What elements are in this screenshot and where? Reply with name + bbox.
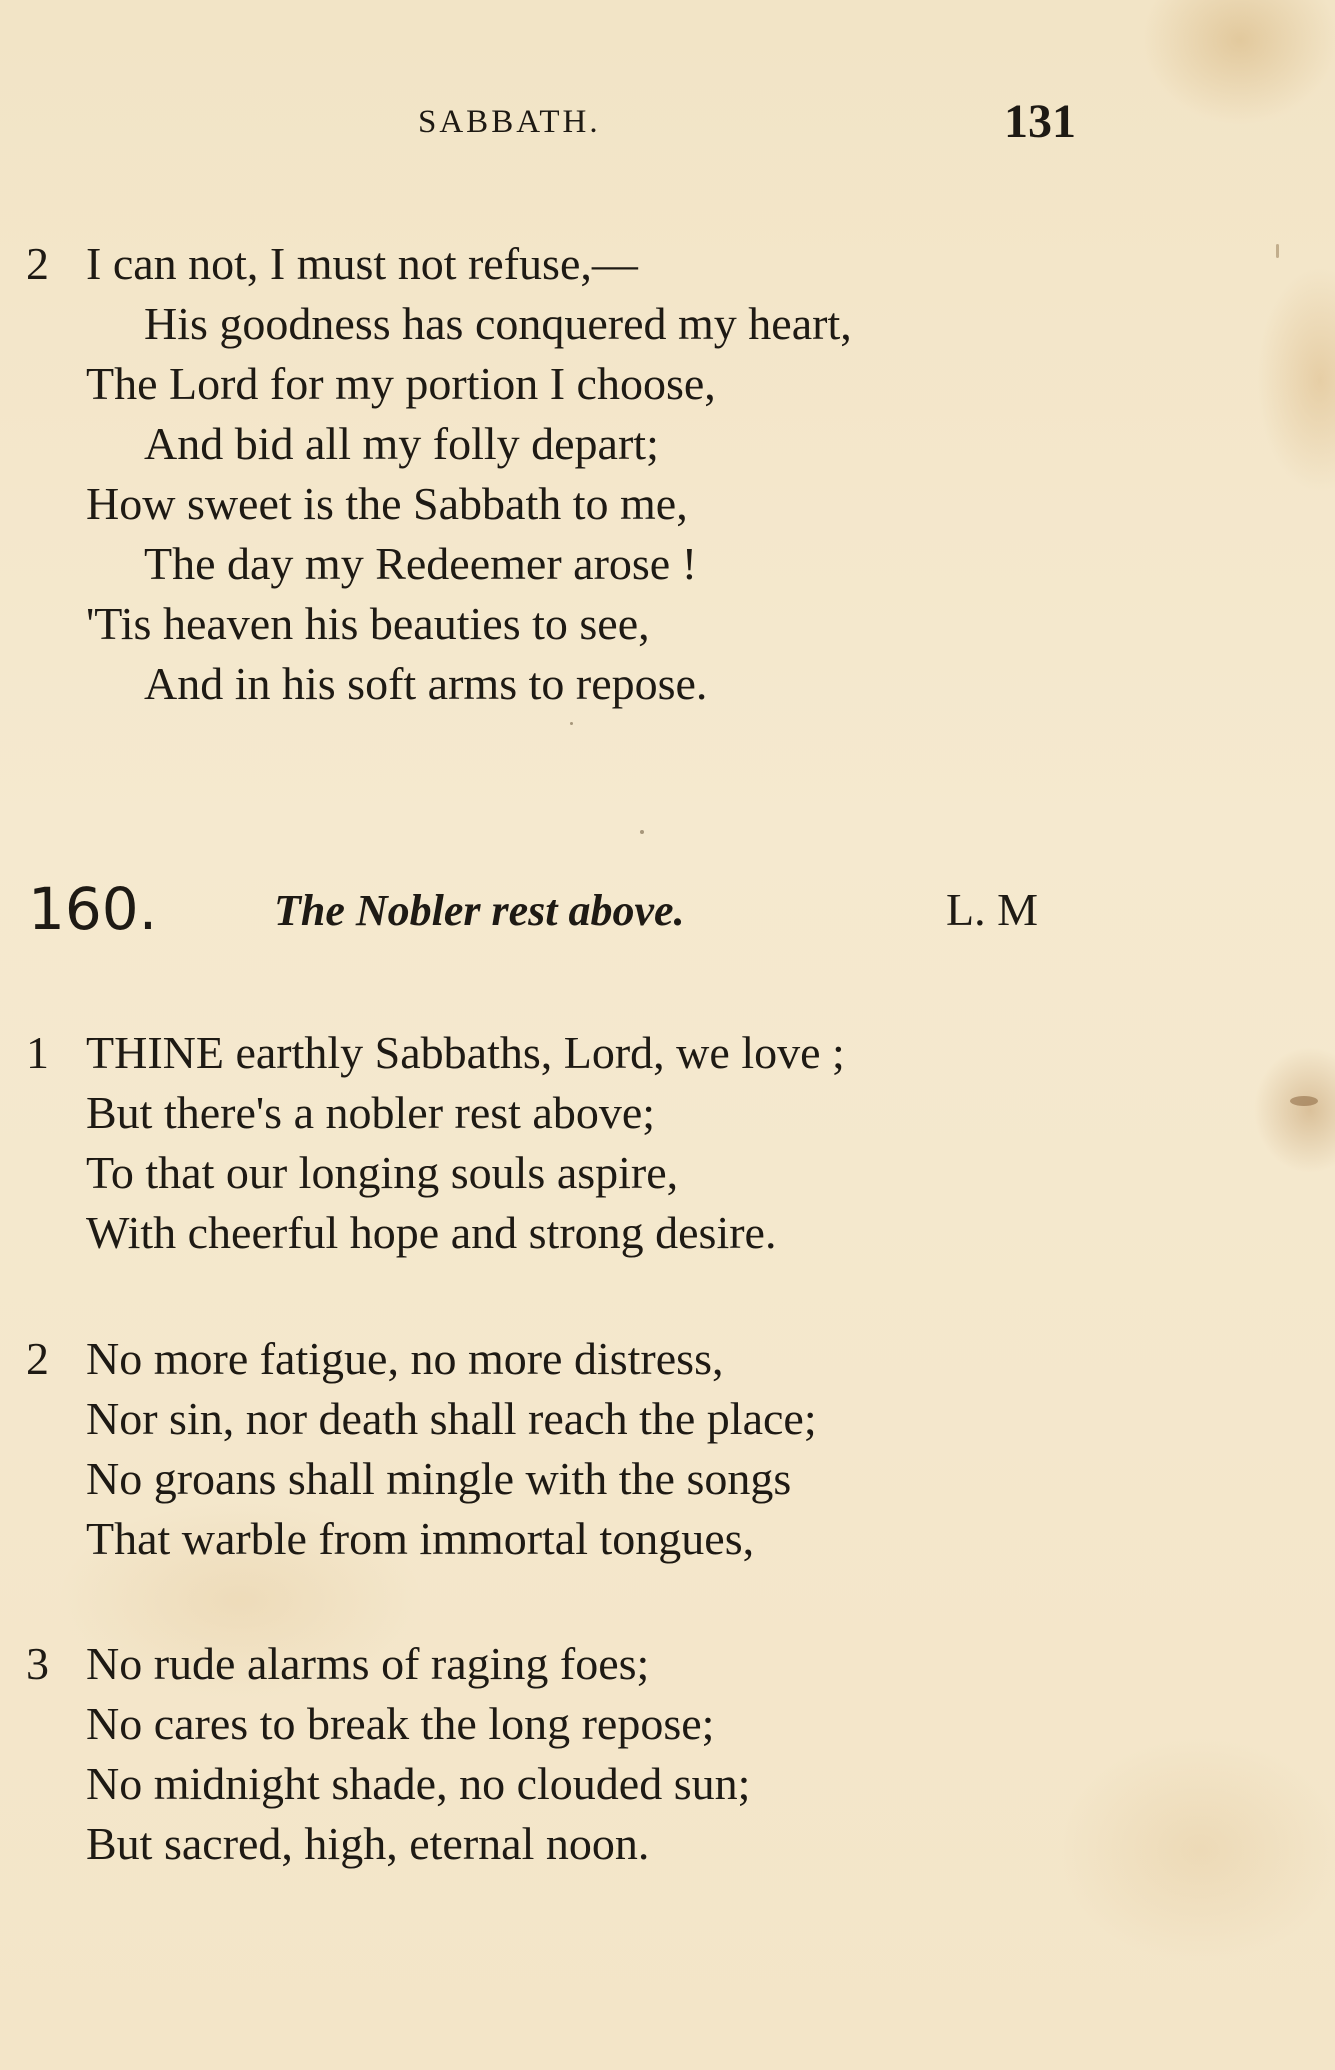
- verse-text: 'Tis heaven his beauties to see,: [86, 598, 650, 649]
- hymn-heading: [0, 875, 1335, 945]
- hymn-stanza-1: [0, 1023, 1335, 1263]
- verse-line: [0, 294, 1335, 354]
- verse-line: [0, 474, 1335, 534]
- running-head: SABBATH.: [418, 104, 601, 140]
- verse-text: No more fatigue, no more distress,: [86, 1333, 724, 1384]
- paper-speck: [1276, 244, 1279, 258]
- verse-line: [0, 1329, 1335, 1389]
- verse-line: [0, 1694, 1335, 1754]
- stanza-number: 3: [26, 1638, 49, 1689]
- verse-text: The day my Redeemer arose !: [144, 538, 698, 589]
- verse-text: No rude alarms of raging foes;: [86, 1638, 650, 1689]
- page-number: 131: [1004, 95, 1076, 148]
- verse-text: No midnight shade, no clouded sun;: [86, 1758, 751, 1809]
- verse-text: And in his soft arms to repose.: [144, 658, 708, 709]
- hymn-number: 160.: [28, 875, 158, 943]
- verse-line: [0, 1509, 1335, 1569]
- verse-text: But sacred, high, eternal noon.: [86, 1818, 650, 1869]
- verse-line: [0, 1083, 1335, 1143]
- verse-text: And bid all my folly depart;: [144, 418, 659, 469]
- verse-line: [0, 354, 1335, 414]
- hymn-meter: L. M: [946, 884, 1038, 935]
- stanza-number: 2: [26, 1333, 49, 1384]
- verse-line: [0, 414, 1335, 474]
- verse-text: His goodness has conquered my heart,: [144, 298, 852, 349]
- verse-line: [0, 594, 1335, 654]
- verse-text: The Lord for my portion I choose,: [86, 358, 716, 409]
- verse-text: That warble from immortal tongues,: [86, 1513, 755, 1564]
- verse-line: [0, 654, 1335, 714]
- verse-text: How sweet is the Sabbath to me,: [86, 478, 688, 529]
- verse-line: [0, 1023, 1335, 1083]
- hymn-stanza-3: [0, 1634, 1335, 1874]
- verse-line: [0, 1754, 1335, 1814]
- verse-text: With cheerful hope and strong desire.: [86, 1207, 777, 1258]
- stanza-number: 2: [26, 238, 49, 289]
- verse-line: [0, 234, 1335, 294]
- stanza-number: 1: [26, 1027, 49, 1078]
- verse-line: [0, 1634, 1335, 1694]
- verse-line: [0, 534, 1335, 594]
- page-header: [0, 92, 1335, 152]
- verse-text: I can not, I must not refuse,—: [86, 238, 638, 289]
- verse-text: To that our longing souls aspire,: [86, 1147, 679, 1198]
- verse-text: THINE earthly Sabbaths, Lord, we love ;: [86, 1027, 845, 1078]
- prev-hymn-stanza-2: [0, 234, 1335, 714]
- verse-line: [0, 1143, 1335, 1203]
- paper-stain: [1290, 1096, 1318, 1106]
- verse-text: Nor sin, nor death shall reach the place;: [86, 1393, 817, 1444]
- verse-line: [0, 1814, 1335, 1874]
- verse-text: No groans shall mingle with the songs: [86, 1453, 792, 1504]
- hymn-stanza-2: [0, 1329, 1335, 1569]
- verse-text: No cares to break the long repose;: [86, 1698, 715, 1749]
- paper-speck: [570, 722, 573, 725]
- paper-speck: [640, 830, 644, 834]
- verse-line: [0, 1389, 1335, 1449]
- hymn-title: The Nobler rest above.: [274, 886, 685, 935]
- verse-line: [0, 1449, 1335, 1509]
- verse-text: But there's a nobler rest above;: [86, 1087, 656, 1138]
- verse-line: [0, 1203, 1335, 1263]
